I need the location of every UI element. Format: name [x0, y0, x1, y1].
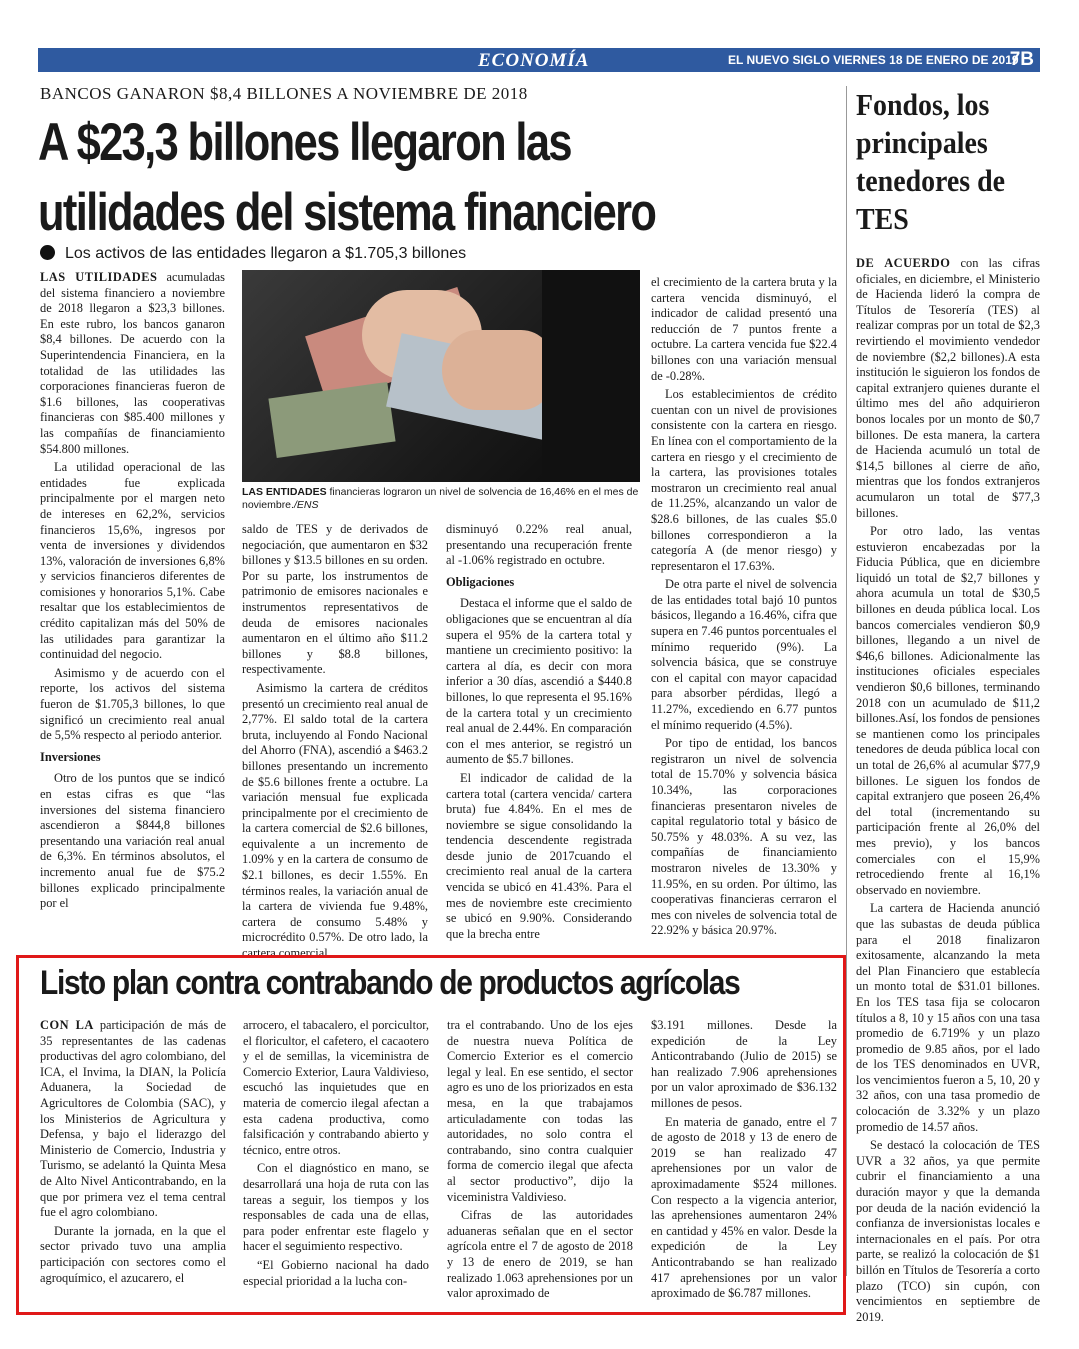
paragraph: De otra parte el nivel de solvencia de las entidades total bajó 10 puntos básicos, llegando a 16.46%, cifra que supera en 7.46 puntos porcentuales el mínimo requerido (9%). La solvencia básica, que se construye con el capital con mayor capacidad para absorber pérdidas, llegó a 11.27%, excediendo en 6.77 puntos el mínimo requerido (4.5%). [651, 577, 837, 732]
lead-in: CON LA [40, 1018, 94, 1032]
lead-in: LAS UTILIDADES [40, 270, 158, 284]
subhead [40, 245, 466, 263]
banknote-shape [268, 382, 395, 458]
caption-text: financieras lograron un nivel de solvencia de 16,46% en el mes de noviembre. [242, 486, 639, 511]
paragraph [40, 270, 225, 457]
subhead-text: Los activos de las entidades llegaron a $1.705,3 billones [65, 245, 467, 262]
subheading: Inversiones [40, 749, 101, 764]
paragraph: el crecimiento de la cartera bruta y la cartera vencida disminuyó, el indicador de calidad presentó una reducción de 7 puntos frente a octubre. La cartera vencida fue $22.4 billones con una variación mensual de -0.28%. [651, 275, 837, 383]
date-line: EL NUEVO SIGLO VIERNES 18 DE ENERO DE 2019 [728, 53, 1019, 67]
paragraph: Durante la jornada, en la que el sector privado tuvo una amplia participación con sectores como el agroquímico, el azucarero, el [40, 1223, 226, 1285]
second-column-1 [40, 1018, 226, 1300]
paragraph: Destaca el informe que el saldo de obligaciones que se encuentran al día supera el 95% de la cartera total y mantiene un crecimiento positivo: la cartera al día, es decir con mora inferior a 30 días, ascendió a $440.8 billones, lo que representa el 95.16% de la cartera total y un crecimiento real anual de 2.44%. En comparación con el mes anterior, se registró un aumento de $5.7 billones. [446, 596, 632, 767]
article-column-4 [651, 275, 837, 948]
paragraph: Por tipo de entidad, los bancos registraron un nivel de solvencia total de 15.70% y solvencia básica 10.34%, las corporaciones financieras presentaron niveles de capital regulatorio total y básico de 50.75% y 48.03%. A su vez, las compañías de financiamiento mostraron niveles de 13.30% y 11.95%, en su orden. Por último, las cooperativas financieras cerraron el mes con niveles de solvencia total de 22.92% y básica 20.97%. [651, 736, 837, 938]
page-number: 7B [1009, 49, 1034, 70]
paragraph: En materia de ganado, entre el 7 de agosto de 2018 y 13 de enero de 2019 se han realizado 47 aprehensiones por un valor de aproximadamente $524 millones. Con respecto a la vigencia anterior, las aprehensiones aumentaron 24% en cantidad y 45% en valor. Desde la expedición de la Ley Anticontrabando se han realizado 417 aprehensiones por un valor aproximado de $6.787 millones. [651, 1114, 837, 1301]
second-headline: Listo plan contra contrabando de productos agrícolas [40, 964, 740, 1002]
paragraph-text: participación de más de 35 representantes de las cadenas productivas del agro colombiano, del ICA, el Invima, la DIAN, la Policía Aduanera, la Sociedad de Agricultores de Colombia (SAC), y los Ministerios de Agricultura y Defensa, y bajo el liderazgo del Ministerio de Comercio, Industria y Turismo, se adelantó la Quinta Mesa de Alto Nivel Anticontrabando, en la que por primera vez el tema central fue el agro colombiano. [40, 1018, 226, 1220]
article-column-1 [40, 270, 225, 948]
paragraph: tra el contrabando. Uno de los ejes de nuestra nueva Política de Comercio Exterior es el comercio legal y leal. En ese sentido, el sector agro es uno de los priorizados en esta mesa, en la que trabajamos articuladamente con todas las autoridades, no solo contra el contrabando, sino contra cualquier forma de comercio ilegal que afecta al sector productivo”, dijo la viceministra Valdivieso. [447, 1018, 633, 1204]
lead-in: DE ACUERDO [856, 256, 951, 270]
paragraph: El indicador de calidad de la cartera total (cartera vencida/ cartera bruta) fue 4.84%. En el mes de noviembre se sigue consolidando la tendencia descendente registrada desde junio de 2017cuando el crecimiento real anual de la cartera vencida se ubicó en 41.43%. Para el mes de noviembre este crecimiento se ubicó en 9.90%. Considerando que la brecha entre [446, 770, 632, 941]
paragraph: saldo de TES y de derivados de negociación, que aumentaron en $32 billones y $13.5 billones en su orden. Por su parte, los instrumentos de patrimonio de emisores nacionales e instrumentos representativos de deuda de emisores nacionales aumentaron en el último año $11.2 billones y $8.8 billones, respectivamente. [242, 522, 428, 677]
hand-shape [442, 330, 556, 410]
sleeve-shape [542, 270, 640, 482]
paragraph: arrocero, el tabacalero, el porcicultor, el floricultor, el cafetero, el cacaotero y el de semillas, la viceministra de Comercio Exterior, Laura Valdivieso, escuchó las inquietudes que en materia de comercio ilegal afectan a esta cadena productiva, como falsificación y contrabando abierto y técnico, entre otros. [243, 1018, 429, 1157]
headline-line: A $23,3 billones llegaron las [38, 113, 571, 172]
paragraph: Asimismo y de acuerdo con el reporte, los activos del sistema fueron de $1.705,3 billones, lo que significó un crecimiento real anual de 5,5% respecto al periodo anterior. [40, 665, 225, 743]
caption-lead: LAS ENTIDADES [242, 486, 327, 498]
second-column-2 [243, 1018, 429, 1300]
paragraph: disminuyó 0.22% real anual, presentando una recuperación frente al -1.06% registrado en octubre. [446, 522, 632, 568]
paragraph: Cifras de las autoridades aduaneras señalan que en el sector agrícola entre el 7 de agosto de 2018 y 13 de enero de 2019, se han realizado 1.063 aprehensiones por un valor aproximado de [447, 1208, 633, 1301]
section-name: ECONOMÍA [478, 50, 590, 71]
main-headline [38, 108, 686, 248]
article-column-3 [446, 522, 632, 948]
caption-credit: /ENS [293, 499, 319, 511]
paragraph: La cartera de Hacienda anunció que las subastas de deuda pública para el 2018 finalizaron exitosamente, alcanzando la meta del Plan Financiero que establecía un monto total de $31.01 billones. En los TES tasa fija se colocaron títulos a 8, 10 y 15 años con una tasa promedio de 6.719% y un plazo promedio de 9.85 años, por el lado de los TES denominados en UVR, los vencimientos fueron a 5, 10, 20 y 32 años, con una tasa promedio de colocación de 3.32% y un plazo promedio de 14.57 años. [856, 901, 1040, 1134]
second-column-3 [447, 1018, 633, 1300]
paragraph: “El Gobierno nacional ha dado especial prioridad a la lucha con- [243, 1257, 429, 1288]
column-divider [846, 86, 847, 1276]
paragraph: Asimismo la cartera de créditos presentó un crecimiento real anual de 2,77%. El saldo total de la cartera bruta, incluyendo al Fondo Nacional del Ahorro (FNA), ascendió a $463.2 billones presentando un incremento de $5.6 billones frente a octubre. La variación mensual fue explicada principalmente por el crecimiento de la cartera comercial de $2.6 billones, equivalente a un incremento de 1.09% y en la cartera de consumo de $2.1 billones, es decir 1.55%. En términos reales, la variación anual de la cartera de vivienda fue 9.48%, cartera de consumo 5.48% y microcrédito 0.57%. De otro lado, la cartera comercial [242, 680, 428, 961]
paragraph: La utilidad operacional de las entidades fue explicada principalmente por el margen neto de intereses en 62,2%, servicios financieros 15,6%, ingresos por venta de inversiones y dividendos 13%, valoración de inversiones 6,8% y servicios financieros diferentes de comisiones y honorarios 5,1%. Cabe resaltar que los establecimientos de crédito capitalizan más del 50% de las utilidades para garantizar la continuidad del negocio. [40, 460, 225, 662]
headline-line: utilidades del sistema financiero [38, 183, 656, 242]
paragraph: Los establecimientos de crédito cuentan con un nivel de provisiones consistente con la cartera en riesgo. En línea con el comportamiento de la cartera en riesgo y el crecimiento de la cartera, las provisiones totales mostraron un crecimiento real anual de 11.25%, alcanzando un valor de $28.6 billones, de las cuales $5.0 billones correspondieron a la categoría A (de menor riesgo) y representaron el 17.63%. [651, 387, 837, 573]
paragraph: Con el diagnóstico en mano, se desarrollará una hoja de ruta con las tareas a seguir, los tiempos y los responsables de cada una de ellas, para poder enfrentar este flagelo y hacer el seguimiento respectivo. [243, 1161, 429, 1254]
paragraph [40, 1018, 226, 1221]
paragraph: Se destacó la colocación de TES UVR a 32 años, ya que permite cubrir el financiamiento a una duración mayor y que la demanda por deuda de la nación evidenció la confianza de inversionistas locales e internacionales en el país. Por otra parte, se realizó la colocación de $1 billón en Títulos de Tesorería a corto plazo (TCO) sin cupón, con vencimientos en septiembre de 2019. [856, 1138, 1040, 1324]
paragraph: Por otro lado, las ventas estuvieron encabezadas por la Fiducia Pública, que en diciembre liquidó un total de $2,7 billones y ahora acumula un total de $30,5 billones en deuda pública local. Los bancos comerciales vendieron $0,9 billones, llegando a un nivel de $46,6 billones. Adicionalmente las instituciones oficiales especiales vendieron $0,6 billones, terminando 2018 con un acumulado de $11,2 billones.Así, los fondos de pensiones se mantienen como los principales tenedores de deuda pública local con un total de 26,6% al acumular $77,9 billones. Le siguen los fondos de capital extranjero que poseen 26,4% del total (incrementando su participación frente al 26,0% del mes previo), y los bancos comerciales con el 15,9% retrocediendo frente al 16,1% observado en noviembre. [856, 524, 1040, 897]
kicker: BANCOS GANARON $8,4 BILLONES A NOVIEMBRE DE 2018 [40, 84, 528, 103]
article-column-2 [242, 522, 428, 961]
paragraph-text: acumuladas del sistema financiero a noviembre de 2018 llegaron a $23,3 billones. En este rubro, los bancos ganaron $8,4 billones. De acuerdo con la Superintendencia Financiera, en la totalidad de las utilidades las corporaciones financieras fueron de $1.6 billones, las cooperativas financieras con $85.400 millones y las compañías de financiamiento $54.800 millones. [40, 270, 225, 456]
paragraph: $3.191 millones. Desde la expedición de la Ley Anticontrabando (Julio de 2015) se han realizado 7.906 aprehensiones por un valor aproximado de $36.132 millones de pesos. [651, 1018, 837, 1110]
paragraph-text: con las cifras oficiales, en diciembre, el Ministerio de Hacienda lideró la compra de Títulos de Tesorería (TES) al realizar compras por un total de $2,3 revirtiendo el movimiento vendedor de noviembre ($2,2 billones).A esta institución le siguieron los fondos de capital extranjero quienes durante el último mes del año adquirieron bonos locales por un monto de $0,7 billones. De esta manera, la cartera de Hacienda acumuló un total de $14,5 billones al cierre de año, mientras que los fondos extranjeros acumularon un total de $77,3 billones. [856, 256, 1040, 520]
page-header-bar [38, 48, 1040, 72]
bullet-icon [40, 245, 55, 260]
subheading: Obligaciones [446, 574, 515, 589]
article-photo [242, 270, 640, 482]
paragraph [856, 256, 1040, 521]
paragraph: Otro de los puntos que se indicó en estas cifras es que “las inversiones del sistema financiero ascendieron a $844,8 billones presentando una variación real anual de 6,3%. En términos absolutos, el incremento anual fue de $75.2 billones explicado principalmente por el [40, 771, 225, 911]
second-column-4 [651, 1018, 837, 1300]
sidebar-title: Fondos, los principales tenedores de TES [856, 87, 1006, 236]
sidebar-column [856, 256, 1040, 1324]
photo-caption [242, 486, 640, 512]
